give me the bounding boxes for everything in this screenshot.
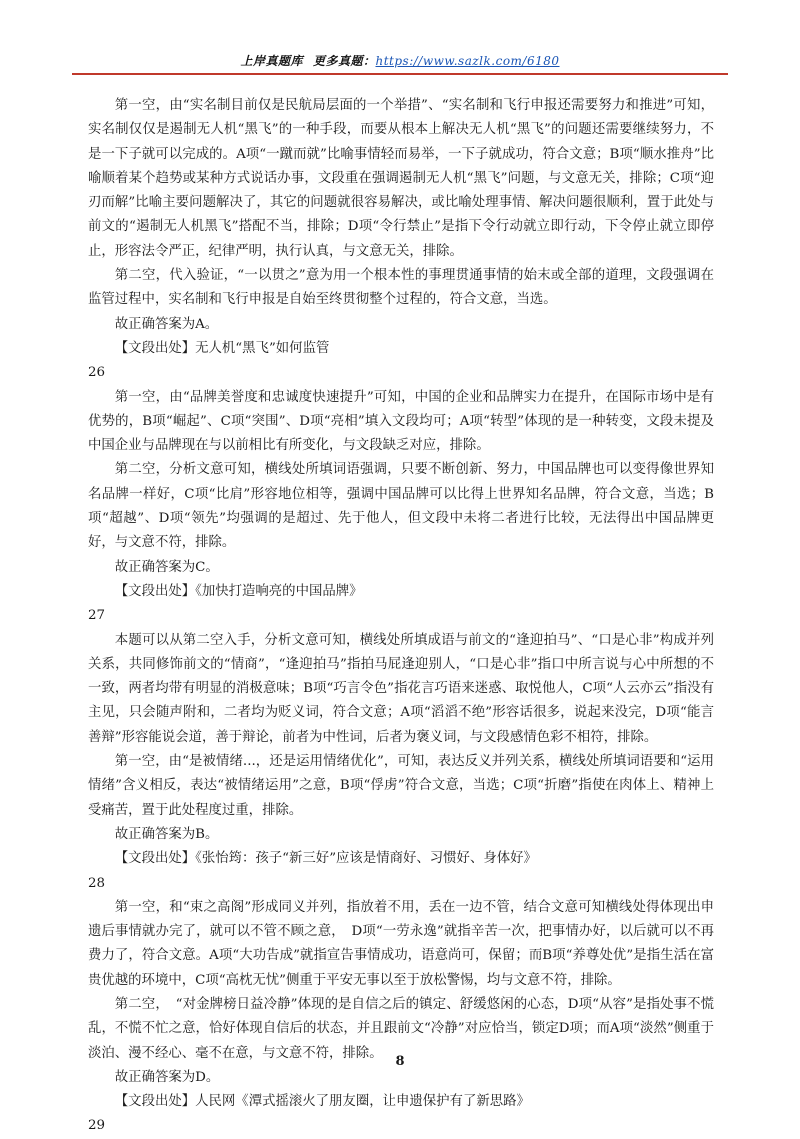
source-line: 【文段出处】《张怡筠：孩子“新三好”应该是情商好、习惯好、身体好》 <box>114 851 537 867</box>
answer-line: 故正确答案为D。 <box>114 1069 220 1085</box>
header-label: 更多真题： <box>312 54 376 68</box>
header-brand: 上岸真题库 <box>240 54 303 68</box>
source-line: 【文段出处】人民网《潭式摇滚火了朋友圈，让申遗保护有了新思路》 <box>114 1094 530 1110</box>
paragraph: 第二空，代入验证，“一以贯之”意为用一个根本性的事理贯通事情的始末或全部的道理，文段强调在监管过程中，实名制和飞行申报是自始至终贯彻整个过程的，符合文意，当选。 <box>88 268 714 308</box>
paragraph: 第一空，和“束之高阁”形成同义并列，指放着不用，丢在一边不管，结合文意可知横线处得体现出申遗后事情就办完了，就可以不管不顾之意， D项“一劳永逸”就指辛苦一次，把事情办好，以后就可以不再费力了，符合文意。A项“大功告成”就指宣告事情成功，语意尚可，保留；而B项“养尊处优”是指生活在富贵优越的环境中，C项“高枕无忧”侧重于平安无事以至于放松警惕，均与文意不符，排除。 <box>88 899 714 988</box>
answer-line: 故正确答案为A。 <box>114 316 219 332</box>
source-line: 【文段出处】《加快打造响亮的中国品牌》 <box>114 583 363 599</box>
page-number: 8 <box>395 1054 405 1069</box>
answer-line: 故正确答案为C。 <box>114 559 219 575</box>
answer-line: 故正确答案为B。 <box>114 826 219 842</box>
source-line: 【文段出处】无人机“黑飞”如何监管 <box>114 340 330 356</box>
paragraph: 第二空， “对金牌榜日益冷静”体现的是自信之后的镇定、舒缓悠闲的心态，D项“从容”是指处事不慌乱，不慌不忙之意，恰好体现自信后的状态，并且跟前文“冷静”对应恰当，锁定D项；而A项“淡然”侧重于淡泊、漫不经心、毫不在意，与文意不符，排除。 <box>88 996 714 1061</box>
paragraph: 第二空，分析文意可知，横线处所填词语强调，只要不断创新、努力，中国品牌也可以变得像世界知名品牌一样好，C项“比肩”形容地位相等，强调中国品牌可以比得上世界知名品牌，符合文意，当选；B项“超越”、D项“领先”均强调的是超过、先于他人，但文段中未将二者进行比较，无法得出中国品牌更好，与文意不符，排除。 <box>88 462 714 551</box>
paragraph: 第一空，由“实名制目前仅是民航局层面的一个举措”、“实名制和飞行申报还需要努力和推进”可知，实名制仅仅是遏制无人机“黑飞”的一种手段，而要从根本上解决无人机“黑飞”的问题还需要继续努力，不是一下子就可以完成的。A项“一蹴而就”比喻事情轻而易举，一下子就成功，符合文意；B项“顺水推舟”比喻顺着某个趋势或某种方式说话办事，文段重在强调遏制无人机“黑飞”问题，与文意无关，排除；C项“迎刃而解”比喻主要问题解决了，其它的问题就很容易解决，或比喻处理事情、解决问题很顺利，置于此处与前文的“遏制无人机黑飞”搭配不当，排除；D项“令行禁止”是指下令行动就立即行动，下令停止就立即停止，形容法令严正，纪律严明，执行认真，与文意无关，排除。 <box>88 98 714 259</box>
question-number: 28 <box>88 875 106 891</box>
paragraph: 第一空，由“品牌美誉度和忠诚度快速提升”可知，中国的企业和品牌实力在提升，在国际市场中是有优势的，B项“崛起”、C项“突围”、D项“亮相”填入文段均可；A项“转型”体现的是一种转变，文段未提及中国企业与品牌现在与以前相比有所变化，与文段缺乏对应，排除。 <box>88 389 714 454</box>
paragraph: 第一空，由“是被情绪...，还是运用情绪优化”，可知，表达反义并列关系，横线处所填词语要和“运用情绪”含义相反，表达“被情绪运用”之意，B项“俘虏”符合文意，当选；C项“折磨”指使在肉体上、精神上受痛苦，置于此处程度过重，排除。 <box>88 754 714 818</box>
header-url-link[interactable]: https://www.sazlk.com/6180 <box>375 54 560 68</box>
paragraph: 本题可以从第二空入手，分析文意可知，横线处所填成语与前文的“逢迎拍马”、“口是心非”构成并列关系，共同修饰前文的“情商”，“逢迎拍马”指拍马屁逢迎别人，“口是心非”指口中所言说与心中所想的不一致，两者均带有明显的消极意味；B项“巧言令色”指花言巧语来迷惑、取悦他人，C项“人云亦云”指没有主见，只会随声附和，二者均为贬义词，符合文意；A项“滔滔不绝”形容话很多，说起来没完，D项“能言善辩”形容能说会道，善于辩论，前者为中性词，后者为褒义词，与文段感情色彩不相符，排除。 <box>88 632 714 745</box>
question-number: 27 <box>88 608 106 624</box>
header-divider <box>72 73 728 75</box>
question-number: 26 <box>88 365 106 381</box>
question-number: 29 <box>88 1118 106 1134</box>
page-header <box>72 52 728 69</box>
document-body <box>88 94 714 1139</box>
